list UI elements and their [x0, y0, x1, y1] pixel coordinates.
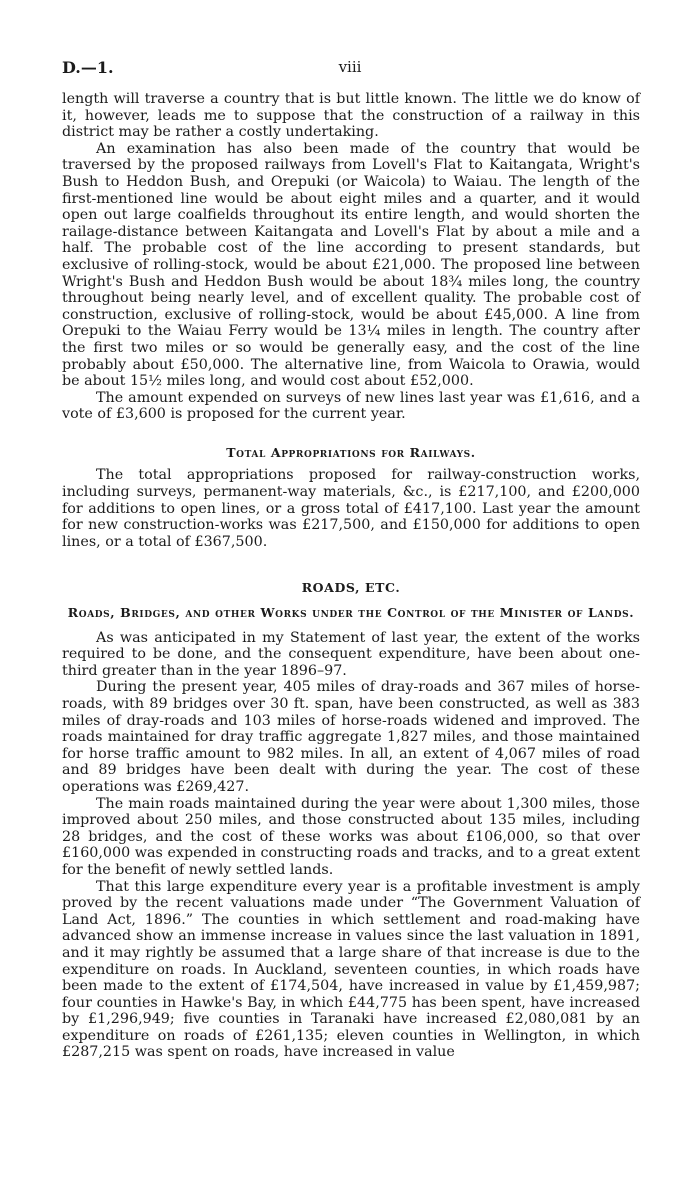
- paragraph: That this large expenditure every year is a profitable investment is amply proved by the recent valuations made under “The Government Valuation of Land Act, 1896.” The counties in which settlement and road-making have advanced show an immense increase in values since the last valuation in 1891, and it may rightly be assumed that a large share of that increase is due to the expenditure on roads. In Auckland, seventeen counties, in which roads have been made to the extent of £174,504, have increased in value by £1,459,987; four counties in Hawke's Bay, in which £44,775 has been spent, have increased by £1,296,949; five counties in Taranaki have increased £2,080,081 by an expenditure on roads of £261,135; eleven counties in Wellington, in which £287,215 was spent on roads, have increased in value: [62, 878, 640, 1061]
- paragraph: The main roads maintained during the year were about 1,300 miles, those improved about 250 miles, and those constructed about 135 miles, including 28 bridges, and the cost of these works was about £106,000, so that over £160,000 was expended in constructing roads and tracks, and to a great extent for the benefit of newly settled lands.: [62, 795, 640, 878]
- page-reference: D.—1.: [62, 58, 114, 77]
- paragraph: length will traverse a country that is but little known. The little we do know of it, however, leads me to suppose that the construction of a railway in this district may be rather a costly undertaking.: [62, 91, 640, 141]
- paragraph: An examination has also been made of the country that would be traversed by the proposed railways from Lovell's Flat to Kaitangata, Wright's Bush to Heddon Bush, and Orepuki (or Waicola) to Waiau. The length of the first-mentioned line would be about eight miles and a quarter, and it would open out large coalfields throughout its entire length, and would shorten the railage-distance between Kaitangata and Lovell's Flat by about a mile and a half. The probable cost of the line according to present standards, but exclusive of rolling-stock, would be about £21,000. The proposed line between Wright's Bush and Heddon Bush would be about 18¾ miles long, the country throughout being nearly level, and of excellent quality. The probable cost of construction, exclusive of rolling-stock, would be about £45,000. A line from Orepuki to the Waiau Ferry would be 13¼ miles in length. The country after the first two miles or so would be generally easy, and the cost of the line probably about £50,000. The alternative line, from Waicola to Orawia, would be about 15½ miles long, and would cost about £52,000.: [62, 140, 640, 390]
- document-body: [62, 91, 640, 1061]
- paragraph: During the present year, 405 miles of dray-roads and 367 miles of horse-roads, with 89 bridges over 30 ft. span, have been constructed, as well as 383 miles of dray-roads and 103 miles of horse-roads widened and improved. The roads maintained for dray traffic aggregate 1,827 miles, and those maintained for horse traffic amount to 982 miles. In all, an extent of 4,067 miles of road and 89 bridges have been dealt with during the year. The cost of these operations was £269,427.: [62, 679, 640, 795]
- section-heading: Total Appropriations for Railways.: [226, 444, 476, 460]
- paragraph: The amount expended on surveys of new lines last year was £1,616, and a vote of £3,600 is proposed for the current year.: [62, 389, 640, 423]
- section-heading: ROADS, ETC.: [301, 580, 401, 596]
- paragraph: As was anticipated in my Statement of last year, the extent of the works required to be done, and the consequent expenditure, have been about one-third greater than in the year 1896–97.: [62, 629, 640, 679]
- page-number: viii: [338, 58, 362, 76]
- paragraph: The total appropriations proposed for railway-construction works, including surveys, permanent-way materials, &c., is £217,100, and £200,000 for additions to open lines, or a gross total of £417,100. Last year the amount for new construction-works was £217,500, and £150,000 for additions to open lines, or a total of £367,500.: [62, 467, 640, 550]
- section-heading: Roads, Bridges, and other Works under the Control of the Minister of Lands.: [67, 605, 635, 621]
